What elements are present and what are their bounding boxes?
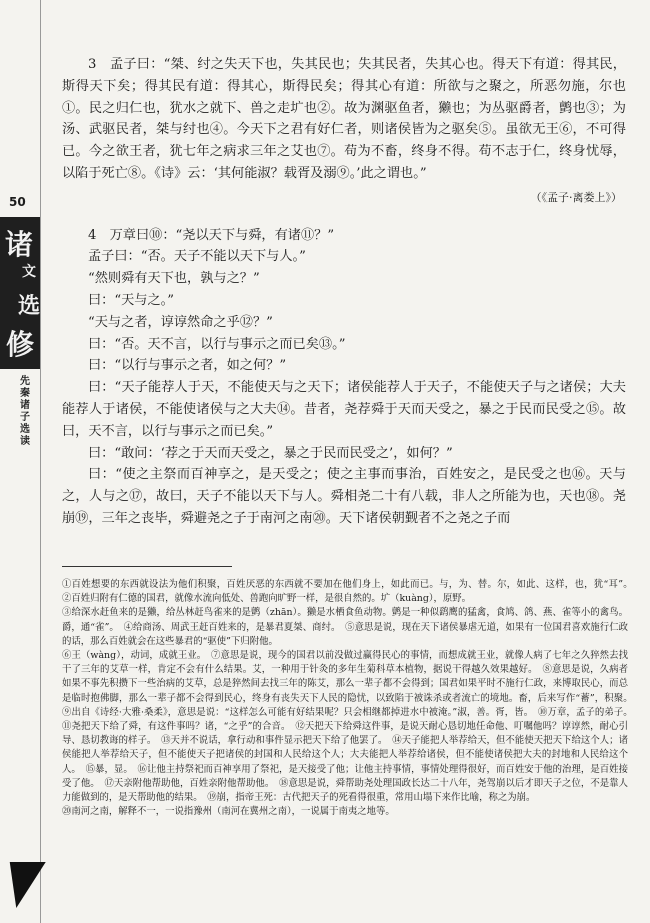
passage-4-line: 曰：“敢问：‘荐之于天而天受之，暴之于民而民受之’，如何？” [88, 445, 453, 461]
passage-4-line: “然则舜有天下也，孰与之？” [88, 271, 260, 287]
page-sidebar [0, 0, 48, 923]
passage-4 [62, 225, 626, 530]
footnote-paragraph: ③给深水赶鱼来的是獭，给丛林赶鸟雀来的是鹯（zhān）。獭是水栖食鱼动物。鹯是一种似鹞鹰的猛禽，食鸠、鸽、燕、雀等小的禽鸟。爵，通“雀”。 ④给商汤、周武王赶百姓来的，是暴君夏桀、商纣。 ⑤意思是说，现在天下诸侯暴虐无道，如果有一位国君喜欢施行仁政的话，那么百姓就会在这些暴君的“驱使”下归附他。 [62, 607, 628, 647]
series-char-2: 文 [22, 264, 36, 280]
page-number: 50 [9, 195, 26, 209]
passage-4-line: “天与之者，谆谆然命之乎⑫？” [88, 314, 273, 330]
passage-4-line: 曰：“天子能荐人于天，不能使天与之天下；诸侯能荐人于天子，不能使天子与之诸侯；大夫能荐人于诸侯，不能使诸侯与之大夫⑭。昔者，尧荐舜于天而天受之，暴之于民而民受之⑮。故曰，天不言，以行与事示之而已矣。” [62, 380, 626, 439]
footnote-paragraph: ①百姓想要的东西就设法为他们积聚，百姓厌恶的东西就不要加在他们身上，如此而已。与，为、替。尔，如此、这样，也，犹“耳”。 ②百姓归附有仁德的国君，就像水流向低处、兽跑向旷野一样，是很自然的。圹（kuàng），原野。 [62, 579, 638, 605]
footnote-paragraph: ⑳南河之南，解释不一，一说指豫州（南河在冀州之南），一说属于南夷之地等。 [62, 806, 395, 818]
passage-4-line: 曰：“使之主祭而百神享之，是天受之；使之主事而事治，百姓安之，是民受之也⑯。天与之，人与之⑰，故曰，天子不能以天下与人。舜相尧二十有八载，非人之所能为也，天也⑱。尧崩⑲，三年之丧毕，舜避尧之子于南河之南⑳。天下诸侯朝觐者不之尧之子而 [62, 467, 626, 526]
sidebar-rule [40, 0, 41, 923]
passage-3-body: 3 孟子曰：“桀、纣之失天下也，失其民也；失其民者，失其心也。得天下有道：得其民，斯得天下矣；得其民有道：得其心，斯得民矣；得其心有道：所欲与之聚之，所恶勿施，尔也①。民之归仁也，犹水之就下、兽之走圹也②。故为渊驱鱼者，獭也；为丛驱爵者，鹯也③；为汤、武驱民者，桀与纣也④。今天下之君有好仁者，则诸侯皆为之驱矣⑤。虽欲无王⑥，不可得已。今之欲王者，犹七年之病求三年之艾也⑦。苟为不畜，终身不得。苟不志于仁，终身忧辱，以陷于死亡⑧。《诗》云：‘其何能淑？载胥及溺⑨。’此之谓也。” [62, 57, 626, 181]
series-char-1: 诸 [5, 228, 34, 261]
footnotes [62, 578, 638, 819]
passage-4-line: 孟子曰：“否。天子不能以天下与人。” [88, 249, 306, 265]
series-title-block [0, 217, 40, 369]
passage-4-line: 4 万章曰⑩：“尧以天下与舜，有诸⑪？” [88, 227, 335, 243]
main-text [62, 54, 626, 530]
passage-4-line: 曰：“以行与事示之者，如之何？” [88, 358, 287, 374]
passage-4-line: 曰：“否。天不言，以行与事示之而已矣⑬。” [88, 336, 346, 352]
corner-decoration [0, 862, 46, 908]
passage-4-line: 曰：“天与之。” [88, 292, 175, 308]
series-char-3: 选 [18, 293, 41, 319]
footnote-paragraph: ⑥王（wàng），动词，成就王业。 ⑦意思是说，现今的国君以前没做过赢得民心的事情，而想成就王业，就像人病了七年之久猝然去找干了三年的艾草一样，肯定不会有什么结果。艾，一种用于针灸的多年生菊科草本植物，据说干得越久效果越好。 ⑧意思是说，久病者如果不事先积攒下一些治病的艾草，总是猝然间去找三年的陈艾，那么一辈子都不会得到；国君如果平时不施行仁政，来博取民心，而总是临时抱佛脚，那么一辈子都不会得到民心，终身有丧失天下人民的隐忧，以致陷于被诛杀或者流亡的境地。畜，后来写作“蓄”，积聚。 ⑨出自《诗经·大雅·桑柔》，意思是说：“这样怎么可能有好结果呢？只会相继都掉进水中被淹。”淑，善。胥，皆。 ⑩万章，孟子的弟子。 ⑪尧把天下给了舜，有这件事吗？诸，“之乎”的合音。 ⑫天把天下给舜这件事，是说天耐心恳切地任命他、叮嘱他吗？谆谆然，耐心引导、恳切教诲的样子。 ⑬天并不说话，拿行动和事件显示把天下给了他罢了。 ⑭天子能把人举荐给天，但不能使天把天下给这个人；诸侯能把人举荐给天子，但不能使天子把诸侯的封国和人民给这个人；大夫能把人举荐给诸侯，但不能使诸侯把大夫的封地和人民给这个人。 ⑮暴，显。 ⑯让他主持祭祀而百神享用了祭祀，是天接受了他；让他主持事情，事情处理得很好，而百姓安于他的治理，是百姓接受了他。 ⑰天亲附他帮助他，百姓亲附他帮助他。 ⑱意思是说，舜帮助尧处理国政长达二十八年，尧驾崩以后才即天子之位，不是靠人力能做到的，是天帮助他的结果。 ⑲崩，指帝王死：古代把天子的死看得很重，常用山塌下来作比喻，称之为崩。 [62, 650, 638, 804]
footnote-divider [62, 566, 232, 567]
series-char-4: 修 [6, 328, 35, 361]
passage-3 [62, 54, 626, 209]
book-subtitle: 先秦诸子选读 [20, 376, 30, 447]
passage-3-source: （《孟子·离娄上》） [530, 190, 622, 204]
